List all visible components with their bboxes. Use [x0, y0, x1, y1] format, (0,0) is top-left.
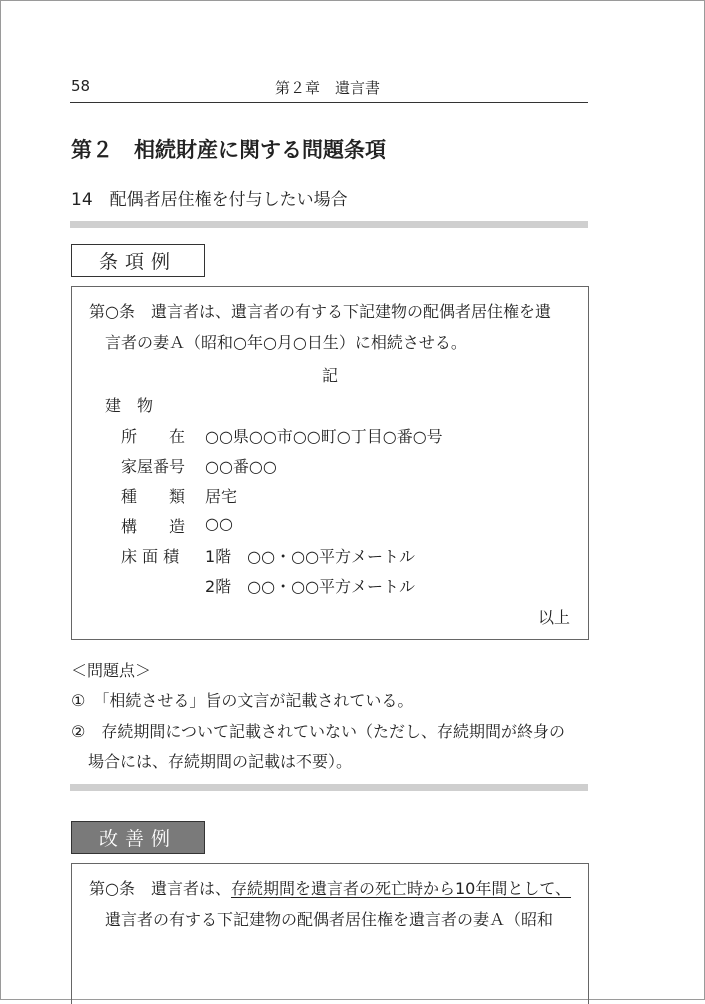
row-label-floor-area: 床 面 積	[121, 547, 180, 566]
clause-line-1: 第○条 遺言者は、遺言者の有する下記建物の配偶者居住権を遺	[89, 302, 551, 321]
row-value-floor-area-1: 1階 ○○・○○平方メートル	[205, 547, 416, 566]
row-value-house-number: ○○番○○	[205, 457, 277, 476]
improved-line-1	[89, 876, 571, 899]
row-value-floor-area-2: 2階 ○○・○○平方メートル	[205, 577, 416, 596]
subsection-title: 14 配偶者居住権を付与したい場合	[71, 190, 348, 210]
row-label-location: 所 在	[121, 427, 186, 446]
row-label-house-number: 家屋番号	[121, 457, 186, 476]
example-box	[71, 286, 589, 640]
improved-line-1-prefix: 第○条 遺言者は、	[89, 879, 231, 898]
problem-item-1: ① 「相続させる」旨の文言が記載されている。	[71, 691, 414, 710]
ki-mark: 記	[322, 366, 339, 385]
improved-line-2: 遺言者の有する下記建物の配偶者居住権を遺言者の妻Ａ（昭和	[105, 910, 554, 929]
problem-item-2-line-1: ② 存続期間について記載されていない（ただし、存続期間が終身の	[71, 722, 566, 741]
header-rule	[70, 102, 588, 103]
chapter-title: 第２章 遺言書	[275, 79, 381, 97]
row-value-structure: ○○	[205, 514, 233, 533]
divider-bar	[70, 221, 588, 228]
example-label: 条項例	[71, 244, 205, 277]
row-label-type: 種 類	[121, 487, 186, 506]
problems-heading: ＜問題点＞	[71, 661, 152, 680]
divider-bar-2	[70, 784, 588, 791]
improved-line-1-underlined: 存続期間を遺言者の死亡時から10年間として、	[230, 879, 572, 898]
problem-item-2-line-2: 場合には、存続期間の記載は不要）。	[88, 752, 353, 771]
page-number: 58	[71, 77, 91, 95]
building-heading: 建 物	[105, 396, 154, 415]
row-label-structure: 構 造	[121, 517, 186, 536]
clause-line-2: 言者の妻Ａ（昭和○年○月○日生）に相続させる。	[105, 333, 467, 352]
row-value-type: 居宅	[205, 487, 238, 506]
row-value-location: ○○県○○市○○町○丁目○番○号	[205, 427, 443, 446]
section-title: 第２ 相続財産に関する問題条項	[71, 138, 386, 162]
improved-label: 改善例	[71, 821, 205, 854]
ijo-mark: 以上	[538, 608, 571, 627]
improved-box	[71, 863, 589, 1004]
